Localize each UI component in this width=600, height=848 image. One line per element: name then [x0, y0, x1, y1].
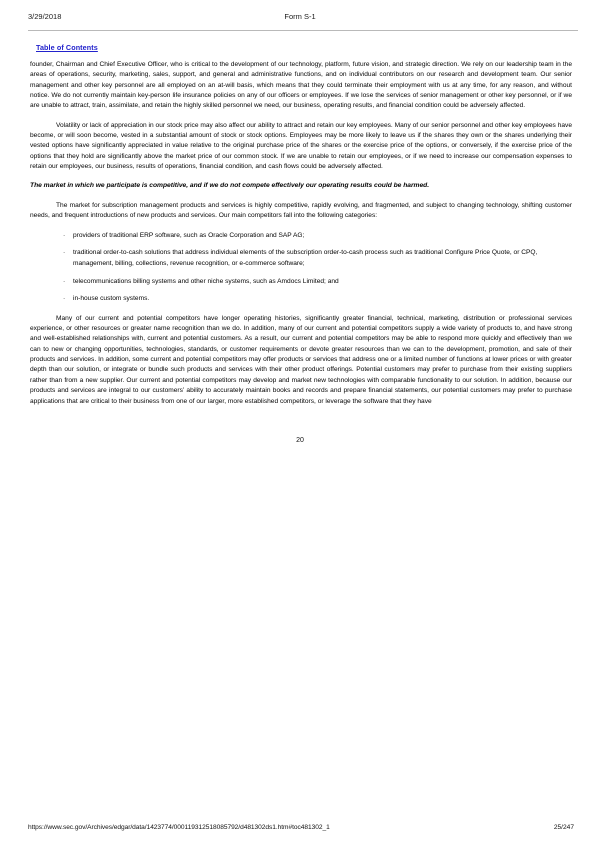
list-item [30, 248, 572, 269]
header-date: 3/29/2018 [28, 12, 62, 21]
header-document-title: Form S-1 [284, 12, 316, 21]
list-item [30, 277, 572, 287]
paragraph-competitive-market: The market for subscription management products and services is highly competitive, rapidly evolving, and fragmented, and subject to changing technology, shifting customer needs, and frequent introductions of new products and services. Our main competitors fall into the following categories: [30, 201, 572, 220]
page-footer [28, 822, 574, 834]
footer-source-url: https://www.sec.gov/Archives/edgar/data/1423774/000119312518085792/d481302ds1.htm#toc481302_1 [28, 824, 330, 831]
risk-factor-heading: The market in which we participate is competitive, and if we do not compete effectively our operating results could be harmed. [30, 182, 430, 190]
competitor-category-list [30, 231, 572, 305]
footer-page-count: 25/247 [553, 824, 574, 831]
table-of-contents-link[interactable]: Table of Contents [36, 43, 98, 52]
page-number: 20 [296, 437, 304, 444]
document-content [30, 60, 572, 416]
header-divider [28, 30, 578, 31]
list-item-label: providers of traditional ERP software, such as Oracle Corporation and SAP AG; [73, 231, 305, 239]
paragraph-competitor-advantages: Many of our current and potential competitors have longer operating histories, significantly greater financial, technical, marketing, distribution or professional services experience, or other resources or greater name recognition than we do. In addition, many of our current and potential competitors supply a wide variety of products to, and have strong and well-established relationships with, current and potential customers. As a result, our current and potential competitors may be able to respond more quickly and effectively than we can to new or changing opportunities, technologies, standards, or customer requirements or devote greater resources than we can to the development, promotion, and sale of their products and services. In addition, some current and potential competitors may offer products or services that address one or a limited number of functions at lower prices or with greater depth than our solution, or integrate or bundle such products and services with their other product offerings. Potential customers may prefer to purchase from their existing suppliers rather than from a new supplier. Our current and potential competitors may develop and market new technologies with comparable functionality to our solution. In addition, because our products and services are integral to our customers’ ability to accurately maintain books and records and prepare financial statements, our potential customers may prefer to purchase applications that are critical to their business from one of our larger, more established competitors, or leverage the software that they have [30, 314, 572, 405]
list-item-label: telecommunications billing systems and other niche systems, such as Amdocs Limited; and [73, 277, 339, 285]
list-item [30, 294, 572, 304]
list-item-label: traditional order-to-cash solutions that address individual elements of the subscription order-to-cash process such as traditional Configure Price Quote, or CPQ, management, billing, collections, revenue recognition, or e-commerce software; [73, 249, 538, 267]
bullet-icon: · [63, 277, 66, 285]
page-header [28, 10, 572, 24]
list-item-label: in-house custom systems. [73, 295, 150, 303]
bullet-icon: · [63, 231, 66, 239]
paragraph-stock-volatility: Volatility or lack of appreciation in our stock price may also affect our ability to attract and retain our key employees. Many of our senior personnel and other key employees have become, or will soon become, vested in a substantial amount of stock or stock options. Employees may be more likely to leave us if the shares they own or the shares underlying their vested options have significantly appreciated in value relative to the original purchase price of the shares or the exercise price of the options, or conversely, if the exercise price of the options that they hold are significantly above the market price of our common stock. If we are unable to retain our employees, or if we need to increase our compensation expenses to retain our employees, our business, results of operations, financial condition, and cash flows could be adversely affected. [30, 121, 572, 171]
bullet-icon: · [63, 249, 66, 257]
paragraph-key-personnel: founder, Chairman and Chief Executive Officer, who is critical to the development of our technology, platform, future vision, and strategic direction. We rely on our leadership team in the areas of operations, security, marketing, sales, support, and general and administrative functions, and on individual contributors on our research and development team. Our senior management and other key personnel are all employed on an at-will basis, which means that they could terminate their employment with us at any time, for any reason, and without notice. We do not currently maintain key-person life insurance policies on any of our officers or employees. If we lose the services of senior management or other key personnel, or if we are unable to attract, train, assimilate, and retain the highly skilled personnel we need, our business, operating results, and financial condition could be adversely affected. [30, 61, 572, 110]
bullet-icon: · [63, 295, 66, 303]
list-item [30, 231, 572, 241]
